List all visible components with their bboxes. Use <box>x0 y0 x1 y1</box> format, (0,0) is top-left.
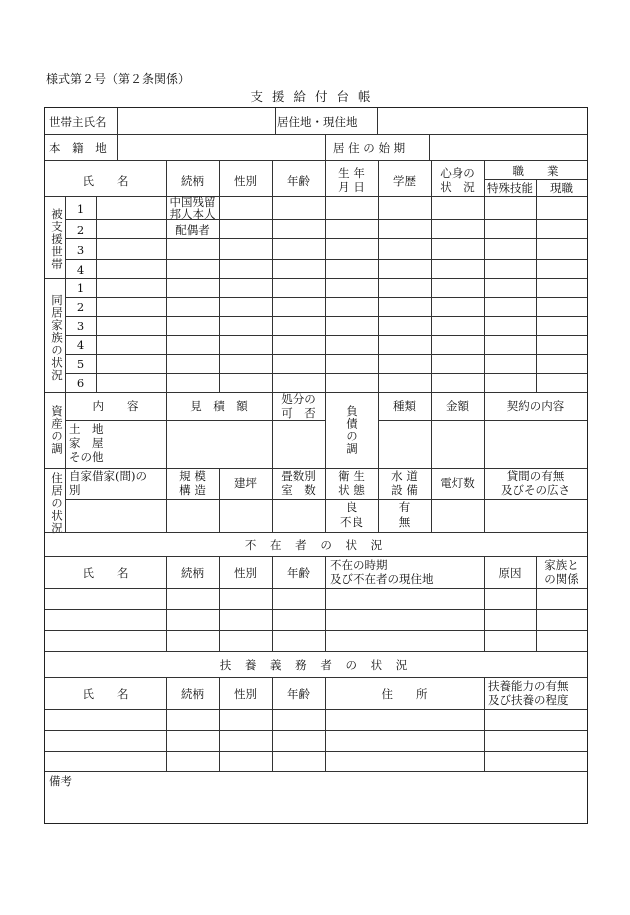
family-row-no: 4 <box>76 338 85 352</box>
col-age: 年齢 <box>287 174 310 188</box>
col-utilities-2: 設 備 <box>391 483 418 497</box>
family-row-no: 5 <box>76 357 85 371</box>
col-asset-estimate: 見 積 額 <box>190 399 248 413</box>
col-sanitation: 衛 生 <box>338 469 365 483</box>
col-floor-area: 建坪 <box>234 476 257 490</box>
section-obligors-title: 扶 養 義 務 者 の 状 況 <box>219 658 413 672</box>
family-row-no: 2 <box>76 300 85 314</box>
col-name: 氏 名 <box>82 174 129 188</box>
group-supported: 被支援世帯 <box>50 208 64 271</box>
col-utilities: 水 道 <box>391 469 418 483</box>
asset-house: 家 屋 <box>69 436 104 450</box>
col-occupation: 職 業 <box>512 164 559 178</box>
col-sanitation-2: 状 態 <box>338 483 365 497</box>
rental-yes: 有 <box>398 500 411 514</box>
sanitation-good: 良 <box>345 500 358 514</box>
group-housing: 住居の状況 <box>50 472 64 535</box>
col-rooms-2: 室 数 <box>281 483 316 497</box>
group-assets: 資産の調 <box>50 405 64 455</box>
col-debt-contract: 契約の内容 <box>506 399 565 413</box>
col-special-skill: 特殊技能 <box>487 181 533 195</box>
col-scale: 規 模 <box>179 469 206 483</box>
absent-col-period: 不在の時期 <box>330 558 388 572</box>
obligor-col-name: 氏 名 <box>82 687 129 701</box>
col-birth-2: 月 日 <box>338 180 365 194</box>
label-residence: 居住地・現住地 <box>277 115 358 129</box>
family-row-no: 1 <box>76 281 85 295</box>
absent-col-age: 年齢 <box>287 566 310 580</box>
form-number: 様式第２号（第２条関係） <box>46 72 191 86</box>
col-birth: 生 年 <box>338 166 365 180</box>
supported-row-relation-2: 邦人本人 <box>169 207 216 221</box>
family-row-no: 3 <box>76 319 85 333</box>
col-lights: 電灯数 <box>440 476 475 490</box>
col-debt-amount: 金額 <box>446 399 469 413</box>
supported-row-no: 2 <box>76 223 85 237</box>
ledger-sheet <box>44 107 588 824</box>
col-sex: 性別 <box>234 174 257 188</box>
absent-col-relation: 続柄 <box>181 566 204 580</box>
section-absent-title: 不 在 者 の 状 況 <box>244 538 388 552</box>
obligor-col-relation: 続柄 <box>181 687 204 701</box>
group-debt: 負債の調 <box>345 405 359 455</box>
col-health: 心身の <box>440 166 475 180</box>
supported-row-no: 1 <box>76 202 85 216</box>
supported-row-no: 3 <box>76 243 85 257</box>
col-asset-disposal-2: 可 否 <box>281 406 316 420</box>
obligor-col-sex: 性別 <box>234 687 257 701</box>
absent-col-period-2: 及び不在者の現住地 <box>330 572 434 586</box>
supported-row-relation: 配偶者 <box>175 223 210 237</box>
document-title: 支援給付台帳 <box>250 89 380 104</box>
group-cohabiting: 同居家族の状況 <box>50 294 64 382</box>
family-row-no: 6 <box>76 376 85 390</box>
label-domicile: 本 籍 地 <box>49 141 111 155</box>
col-relation: 続柄 <box>181 174 204 188</box>
supported-row-relation: 中国残留 <box>169 195 216 209</box>
col-rental-2: 及びその広さ <box>501 483 570 497</box>
obligor-col-ability: 扶養能力の有無 <box>488 679 569 693</box>
col-owned-rented-2: 別 <box>69 483 81 497</box>
col-asset-disposal: 処分の <box>281 392 316 406</box>
sanitation-bad: 不良 <box>340 515 363 529</box>
absent-col-name: 氏 名 <box>82 566 129 580</box>
asset-land: 土 地 <box>69 422 104 436</box>
remarks-label: 備考 <box>49 774 72 788</box>
label-residence-start: 居 住 の 始 期 <box>333 141 406 155</box>
asset-other: その他 <box>69 450 104 464</box>
col-rental: 貸間の有無 <box>506 469 565 483</box>
absent-col-reason: 原因 <box>498 566 522 580</box>
label-head-name: 世帯主氏名 <box>49 115 107 129</box>
col-health-2: 状 況 <box>440 180 475 194</box>
rental-no: 無 <box>398 515 411 529</box>
obligor-col-address: 住 所 <box>381 687 428 701</box>
absent-col-family-2: の関係 <box>544 572 579 586</box>
absent-col-sex: 性別 <box>234 566 257 580</box>
col-current-job: 現職 <box>550 181 573 195</box>
col-education: 学歴 <box>393 174 416 188</box>
col-rooms: 畳数別 <box>281 469 316 483</box>
obligor-col-age: 年齢 <box>287 687 310 701</box>
supported-row-no: 4 <box>76 263 85 277</box>
col-debt-kind: 種類 <box>393 399 416 413</box>
col-asset-content: 内 容 <box>92 399 139 413</box>
obligor-col-ability-2: 及び扶養の程度 <box>488 693 569 707</box>
absent-col-family: 家族と <box>544 558 579 572</box>
col-owned-rented: 自家借家(間)の <box>69 469 147 483</box>
col-scale-2: 構 造 <box>179 483 206 497</box>
